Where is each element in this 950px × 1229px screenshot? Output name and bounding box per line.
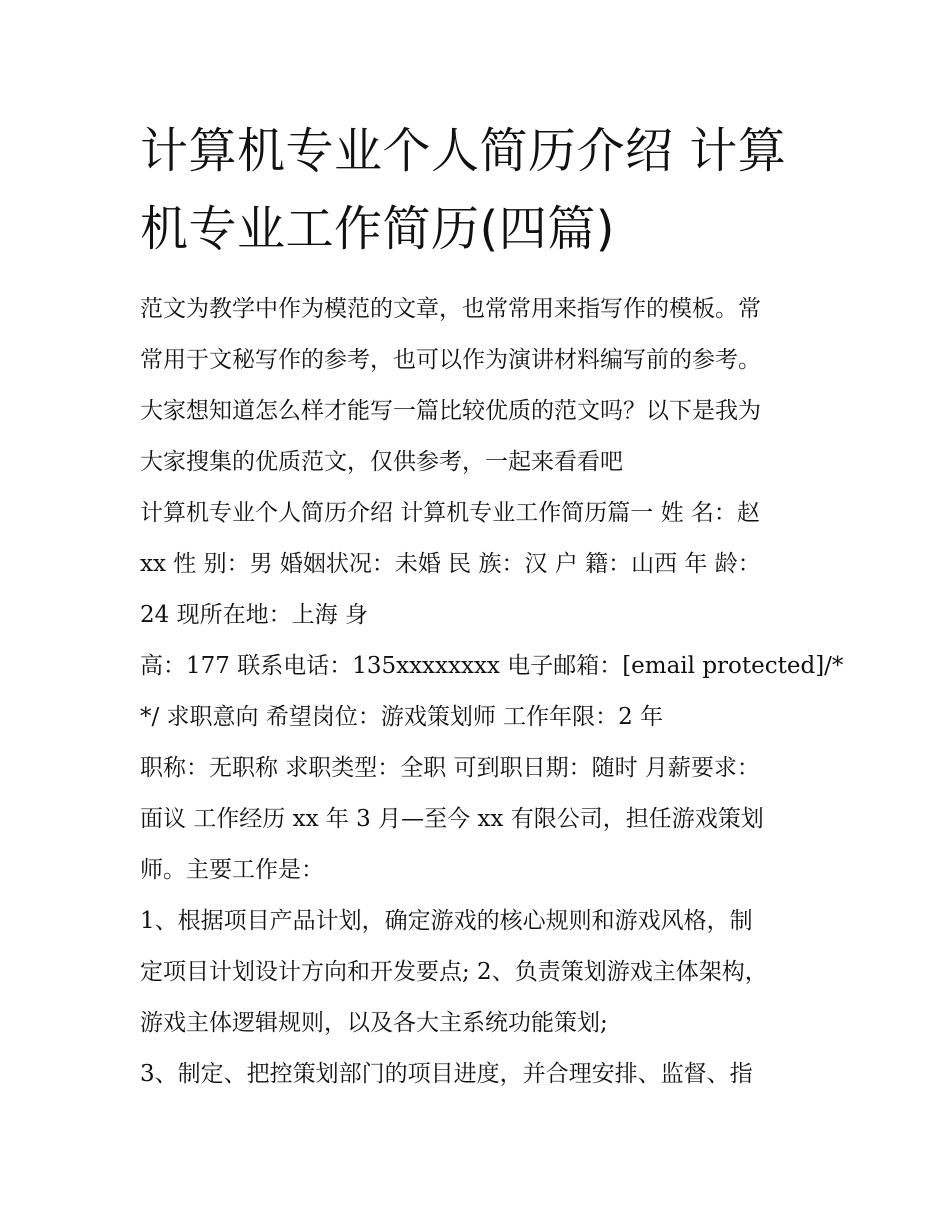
duties-paragraph — [140, 896, 820, 1049]
title-line: 计算机专业个人简历介绍 计算 — [140, 123, 787, 179]
text-line: 面议 工作经历 xx 年 3 月—至今 xx 有限公司，担任游戏策划 — [140, 806, 764, 832]
basic-info-paragraph — [140, 488, 820, 641]
text-line: 师。主要工作是： — [140, 857, 324, 883]
contact-paragraph — [140, 641, 844, 743]
text-line: */ 求职意向 希望岗位：游戏策划师 工作年限：2 年 — [140, 704, 664, 730]
text-line: 计算机专业个人简历介绍 计算机专业工作简历篇一 姓 名：赵 — [140, 500, 760, 526]
text-line: 大家想知道怎么样才能写一篇比较优质的范文吗？以下是我为 — [140, 398, 761, 424]
job-intention-paragraph — [140, 743, 820, 896]
text-line: 3、制定、把控策划部门的项目进度，并合理安排、监督、指 — [140, 1061, 753, 1087]
title-line: 机专业工作简历(四篇) — [140, 201, 615, 257]
text-line: 定项目计划设计方向和开发要点; 2、负责策划游戏主体架构， — [140, 959, 768, 985]
document-title — [140, 112, 820, 268]
document-body — [140, 112, 844, 1100]
text-line: 24 现所在地：上海 身 — [140, 602, 368, 628]
duties-paragraph — [140, 1049, 820, 1100]
text-line: 范文为教学中作为模范的文章，也常常用来指写作的模板。常 — [140, 296, 761, 322]
text-line: 大家搜集的优质范文，仅供参考，一起来看看吧 — [140, 449, 623, 475]
text-line: 1、根据项目产品计划，确定游戏的核心规则和游戏风格，制 — [140, 908, 753, 934]
text-line: xx 性 别：男 婚姻状况：未婚 民 族：汉 户 籍：山西 年 龄： — [140, 551, 761, 577]
text-line: 常用于文秘写作的参考，也可以作为演讲材料编写前的参考。 — [140, 347, 761, 373]
intro-paragraph — [140, 284, 820, 488]
text-line: 高：177 联系电话：135xxxxxxxx 电子邮箱：[email protected]/* — [140, 653, 844, 679]
text-line: 职称：无职称 求职类型：全职 可到职日期：随时 月薪要求： — [140, 755, 760, 781]
text-line: 游戏主体逻辑规则，以及各大主系统功能策划; — [140, 1010, 608, 1036]
